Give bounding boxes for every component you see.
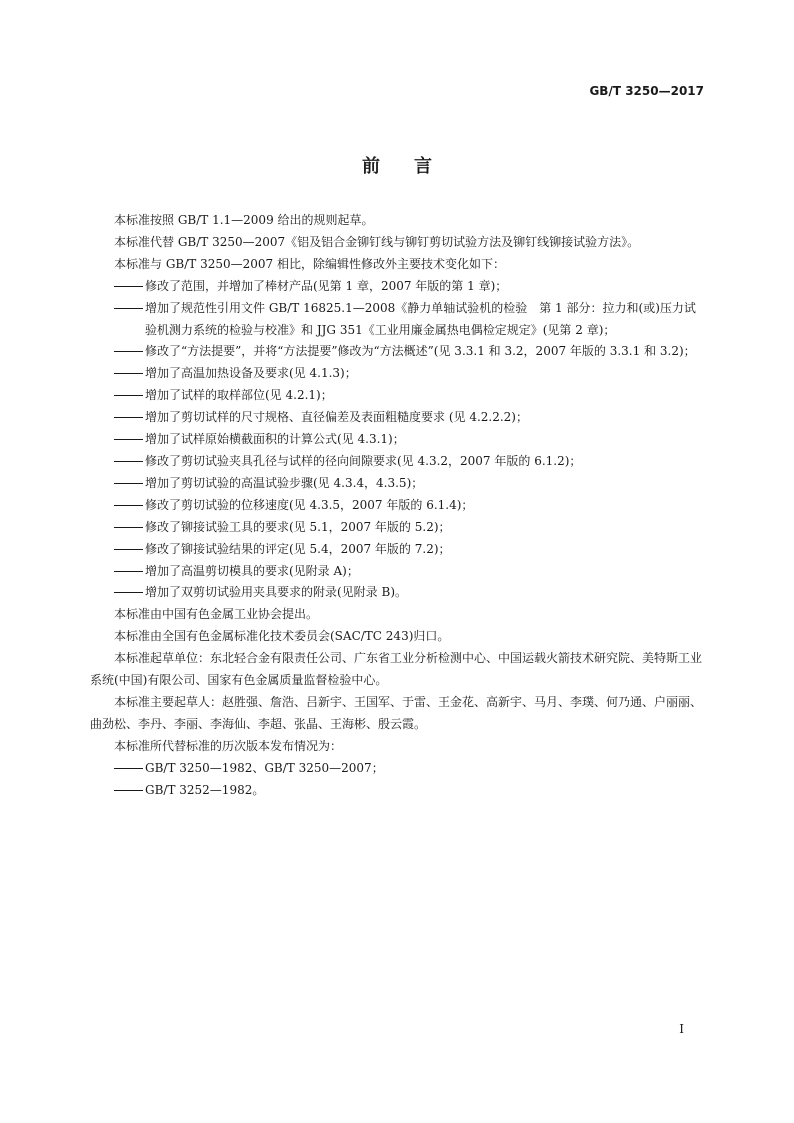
change-item [90, 407, 707, 429]
history-item [90, 780, 707, 802]
paragraph: 本标准按照 GB/T 1.1—2009 给出的规则起草。 [114, 213, 374, 227]
dash-marker [114, 461, 143, 462]
change-item [90, 429, 707, 451]
paragraph: 本标准代替 GB/T 3250—2007《铝及铝合金铆钉线与铆钉剪切试验方法及铆钉线铆接试验方法》。 [114, 234, 640, 249]
dash-marker [114, 505, 143, 506]
change-item [90, 561, 707, 583]
dash-marker [114, 308, 143, 309]
paragraph: 本标准由全国有色金属标准化技术委员会(SAC/TC 243)归口。 [114, 629, 450, 644]
change-text: 修改了范围，并增加了棒材产品(见第 1 章，2007 年版的第 1 章)； [145, 278, 508, 293]
page-number: I [679, 1022, 684, 1036]
change-item [90, 473, 707, 495]
dash-marker [114, 768, 143, 769]
paragraph: 本标准所代替标准的历次版本发布情况为： [114, 738, 343, 753]
change-item [90, 385, 707, 407]
change-item [90, 582, 707, 604]
change-text: 增加了剪切试样的尺寸规格、直径偏差及表面粗糙度要求 (见 4.2.2.2)； [145, 410, 528, 425]
dash-marker [114, 592, 143, 593]
foreword-body [90, 210, 707, 801]
dash-marker [114, 527, 143, 528]
change-text: 修改了铆接试验结果的评定(见 5.4，2007 年版的 7.2)； [145, 541, 451, 556]
change-text: 修改了剪切试验的位移速度(见 4.3.5，2007 年版的 6.1.4)； [145, 497, 474, 512]
paragraph: 本标准起草单位：东北轻合金有限责任公司、广东省工业分析检测中心、中国运载火箭技术研究院、美特斯工业系统(中国)有限公司、国家有色金属质量监督检验中心。 [90, 651, 703, 688]
dash-marker [114, 439, 143, 440]
dash-marker [114, 549, 143, 550]
dash-marker [114, 395, 143, 396]
standard-code: GB/T 3250—2017 [589, 84, 704, 98]
dash-marker [114, 417, 143, 418]
dash-marker [114, 483, 143, 484]
paragraph: 本标准由中国有色金属工业协会提出。 [114, 607, 319, 622]
change-text: 增加了剪切试验的高温试验步骤(见 4.3.4，4.3.5)； [145, 475, 424, 490]
change-text: 增加了试样原始横截面积的计算公式(见 4.3.1)； [145, 432, 405, 447]
change-item [90, 363, 707, 385]
change-item [90, 517, 707, 539]
paragraph: 本标准主要起草人：赵胜强、詹浩、吕新宇、王国军、于雷、王金花、高新宇、马月、李璞、何乃通、户丽丽、曲劲松、李丹、李丽、李海仙、李超、张晶、王海彬、殷云霞。 [90, 694, 703, 731]
change-text: 修改了“方法提要”，并将“方法提要”修改为“方法概述”(见 3.3.1 和 3.2，2007 年版的 3.3.1 和 3.2)； [145, 344, 696, 359]
change-item [90, 276, 707, 298]
history-text: GB/T 3250—1982、GB/T 3250—2007； [145, 760, 384, 775]
paragraph: 本标准与 GB/T 3250—2007 相比，除编辑性修改外主要技术变化如下： [114, 256, 505, 271]
change-item [90, 539, 707, 561]
dash-marker [114, 373, 143, 374]
dash-marker [114, 351, 143, 352]
change-text: 修改了铆接试验工具的要求(见 5.1，2007 年版的 5.2)； [145, 519, 451, 534]
change-text: 增加了双剪切试验用夹具要求的附录(见附录 B)。 [145, 585, 407, 600]
page-title: 前言 [362, 156, 466, 177]
change-text: 增加了高温剪切模具的要求(见附录 A)； [145, 563, 359, 578]
dash-marker [114, 286, 143, 287]
change-item [90, 451, 707, 473]
change-text: 增加了试样的取样部位(见 4.2.1)； [145, 388, 333, 403]
change-item [90, 495, 707, 517]
change-item [90, 341, 707, 363]
change-item [90, 298, 707, 342]
change-text: 增加了高温加热设备及要求(见 4.1.3)； [145, 366, 357, 381]
dash-marker [114, 790, 143, 791]
history-text: GB/T 3252—1982。 [145, 782, 265, 797]
dash-marker [114, 571, 143, 572]
history-item [90, 758, 707, 780]
change-text: 增加了规范性引用文件 GB/T 16825.1—2008《静力单轴试验机的检验 第 1 部分：拉力和(或)压力试验机测力系统的检验与校准》和 JJG 351《工业用廉金属热电偶检定规定》(见第 2 章)； [145, 300, 696, 337]
change-text: 修改了剪切试验夹具孔径与试样的径向间隙要求(见 4.3.2，2007 年版的 6.1.2)； [145, 453, 582, 468]
